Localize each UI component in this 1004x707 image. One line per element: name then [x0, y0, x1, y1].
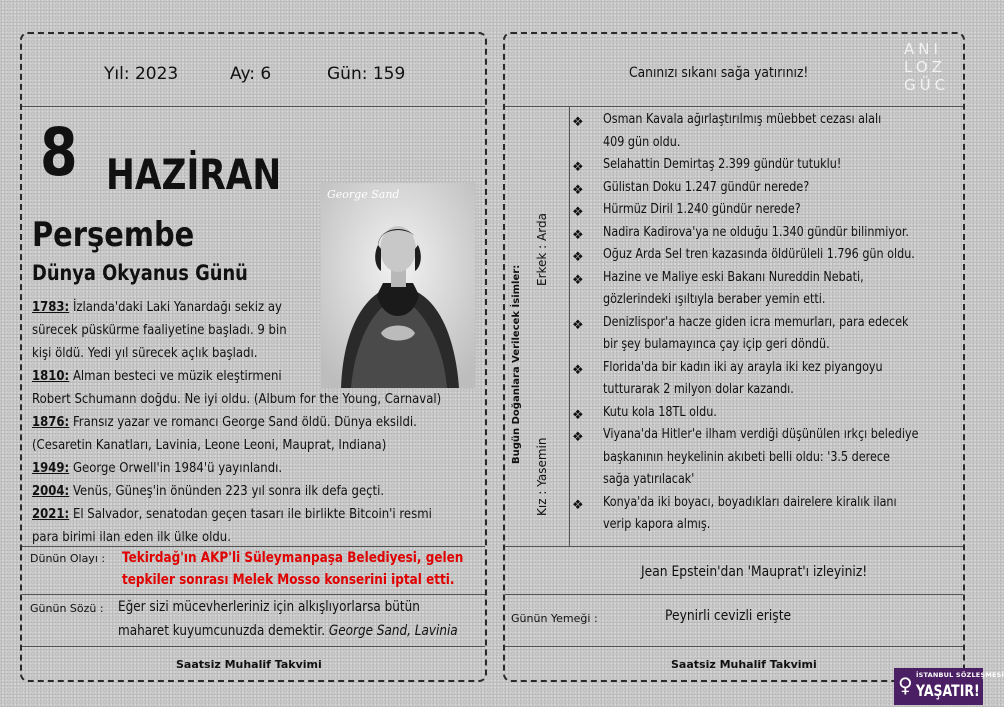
logo-line: ANI — [904, 40, 942, 58]
event-line — [32, 457, 419, 480]
special-day-title: Dünya Okyanus Günü — [32, 261, 248, 285]
portrait-caption: George Sand — [327, 188, 400, 201]
news-line: başkanının heykelinin akıbeti belli oldu: '3.5 derece — [603, 449, 890, 465]
event-line — [32, 411, 419, 434]
istanbul-convention-badge — [894, 668, 1004, 705]
anilozguc-logo — [904, 40, 949, 94]
divider — [505, 646, 963, 647]
news-item — [569, 357, 961, 402]
names-title: Bugün Doğanlara Verilecek İsimler: — [511, 264, 522, 464]
quote-text: maharet kuyumcunuzda demektir. — [118, 623, 329, 639]
right-footer: Saatsiz Muhalif Takvimi — [671, 658, 817, 671]
quote-source: George Sand, Lavinia — [328, 623, 458, 639]
news-line: Hazine ve Maliye eski Bakanı Nureddin Nebati, — [603, 269, 864, 285]
divider — [505, 546, 963, 547]
event-year: 1783: — [32, 299, 70, 315]
event-line — [32, 503, 432, 526]
meal-of-day: Peynirli cevizli erişte — [665, 608, 792, 624]
event-text: para birimi ilan eden ilk ülke oldu. — [32, 529, 231, 545]
event-text: Robert Schumann doğdu. Ne iyi oldu. (Album for the Young, Carnaval) — [32, 391, 442, 407]
news-line: Hürmüz Diril 1.240 gündür nerede? — [603, 202, 801, 217]
news-line: Denizlispor'a hacze giden icra memurları, para edecek — [603, 314, 909, 330]
divider — [22, 546, 485, 547]
news-line: sağa yatırılacak' — [603, 472, 695, 487]
news-item — [569, 402, 961, 425]
news-item — [569, 109, 961, 154]
event-year: 2021: — [32, 506, 70, 522]
news-line: Oğuz Arda Sel tren kazasında öldürüleli 1.796 gün oldu. — [603, 247, 915, 262]
event-of-day-line1: Tekirdağ'ın AKP'li Süleymanpaşa Belediyesi, gelen — [122, 550, 464, 566]
divider — [22, 594, 485, 595]
news-line: Florida'da bir kadın iki ay arayla iki kez piyangoyu — [603, 359, 883, 375]
news-line: verip kapora almış. — [603, 517, 711, 532]
diamond-bullet-icon: ❖ — [572, 160, 584, 175]
news-line: tutturarak 2 milyon dolar kazandı. — [603, 382, 794, 397]
news-line: Selahattin Demirtaş 2.399 gündür tutuklu! — [603, 157, 842, 172]
logo-line: GÜC — [904, 76, 950, 94]
quote-label: Günün Sözü : — [30, 602, 104, 615]
month-name: HAZİRAN — [106, 150, 282, 199]
event-line — [32, 480, 419, 503]
diamond-bullet-icon: ❖ — [572, 407, 584, 423]
event-of-day-label: Dünün Olayı : — [30, 552, 106, 565]
diamond-bullet-icon: ❖ — [572, 497, 584, 513]
divider — [505, 106, 963, 107]
event-year: 1876: — [32, 414, 70, 430]
left-footer: Saatsiz Muhalif Takvimi — [176, 658, 322, 671]
news-item — [569, 312, 961, 357]
diamond-bullet-icon: ❖ — [572, 430, 584, 445]
girl-name: Kız : Yasemin — [535, 437, 549, 516]
event-text: Venüs, Güneş'in önünden 223 yıl sonra ilk defa geçti. — [69, 483, 385, 499]
historical-events-list — [32, 296, 482, 549]
month-number-label: Ay: 6 — [230, 64, 272, 84]
event-line — [32, 319, 419, 342]
boy-name: Erkek : Arda — [535, 213, 549, 286]
event-text: (Cesaretin Kanatları, Lavinia, Leone Leoni, Mauprat, Indiana) — [32, 437, 387, 453]
weekday: Perşembe — [32, 215, 195, 255]
event-year: 1949: — [32, 460, 70, 476]
divider — [22, 646, 485, 647]
divider — [22, 106, 485, 107]
event-text: Alman besteci ve müzik eleştirmeni — [69, 368, 282, 384]
quote-line1: Eğer sizi mücevherleriniz için alkışlıyorlarsa bütün — [118, 599, 420, 615]
event-text: El Salvador, senatodan geçen tasarı ile birlikte Bitcoin'i resmi — [69, 506, 432, 522]
news-item — [569, 177, 961, 200]
event-line — [32, 342, 419, 365]
news-item — [569, 222, 961, 245]
diamond-bullet-icon: ❖ — [572, 182, 584, 198]
day-number: 8 — [40, 114, 77, 191]
event-text: sürecek püskürme faaliyetine başladı. 9 bin — [32, 322, 287, 338]
news-line: 409 gün oldu. — [603, 134, 681, 150]
diamond-bullet-icon: ❖ — [572, 250, 584, 265]
event-year: 1810: — [32, 368, 70, 384]
day-of-year-label: Gün: 159 — [327, 64, 406, 84]
event-line — [32, 388, 442, 411]
diamond-bullet-icon: ❖ — [572, 115, 584, 130]
quote-line2 — [118, 623, 458, 639]
news-item — [569, 267, 961, 312]
event-text: George Orwell'in 1984'ü yayınlandı. — [69, 460, 283, 476]
event-year: 2004: — [32, 483, 70, 499]
badge-line2: YAŞATIR! — [916, 681, 980, 700]
news-item — [569, 199, 961, 222]
diamond-bullet-icon: ❖ — [572, 362, 584, 378]
news-line: Gülistan Doku 1.247 gündür nerede? — [603, 179, 810, 195]
news-line: Konya'da iki boyacı, boyadıkları dairelere kiralık ilanı — [603, 494, 897, 510]
meal-label: Günün Yemeği : — [511, 612, 598, 625]
news-line: gözlerindeki ışıltıyla beraber yemin etti. — [603, 292, 826, 307]
diamond-bullet-icon: ❖ — [572, 227, 584, 243]
news-line: Viyana'da Hitler'e ilham verdiği düşünülen ırkçı belediye — [603, 427, 919, 442]
news-item — [569, 492, 961, 537]
news-list — [569, 109, 961, 537]
right-news-panel — [503, 32, 965, 682]
news-line: Kutu kola 18TL oldu. — [603, 404, 717, 420]
event-line — [32, 365, 419, 388]
divider — [505, 594, 963, 595]
diamond-bullet-icon: ❖ — [572, 272, 584, 288]
logo-line: LOZ — [904, 58, 946, 76]
film-recommendation: Jean Epstein'dan 'Mauprat'ı izleyiniz! — [641, 564, 868, 580]
news-line: bir şey bulamayınca çay içip geri döndü. — [603, 337, 830, 352]
event-text: Fransız yazar ve romancı George Sand öldü. Dünya eksildi. — [69, 414, 417, 430]
event-of-day-line2: tepkiler sonrası Melek Mosso konserini iptal etti. — [122, 572, 455, 588]
news-line: Osman Kavala ağırlaştırılmış müebbet cezası alalı — [603, 112, 882, 127]
news-item — [569, 154, 961, 177]
event-line — [32, 296, 419, 319]
year-label: Yıl: 2023 — [104, 64, 179, 84]
news-line: Nadira Kadirova'ya ne olduğu 1.340 gündür bilinmiyor. — [603, 224, 909, 240]
female-symbol-icon: ♀ — [898, 673, 913, 697]
event-text: kişi öldü. Yedi yıl sürecek açlık başladı. — [32, 345, 258, 361]
left-calendar-panel — [20, 32, 487, 682]
diamond-bullet-icon: ❖ — [572, 205, 584, 220]
badge-line1: İSTANBUL SÖZLEŞMESİ — [916, 671, 1004, 679]
news-item — [569, 424, 961, 492]
event-text: İzlanda'daki Laki Yanardağı sekiz ay — [69, 299, 282, 315]
news-item — [569, 244, 961, 267]
diamond-bullet-icon: ❖ — [572, 317, 584, 333]
event-line — [32, 434, 419, 457]
daily-advice: Canınızı sıkanı sağa yatırınız! — [629, 65, 809, 81]
